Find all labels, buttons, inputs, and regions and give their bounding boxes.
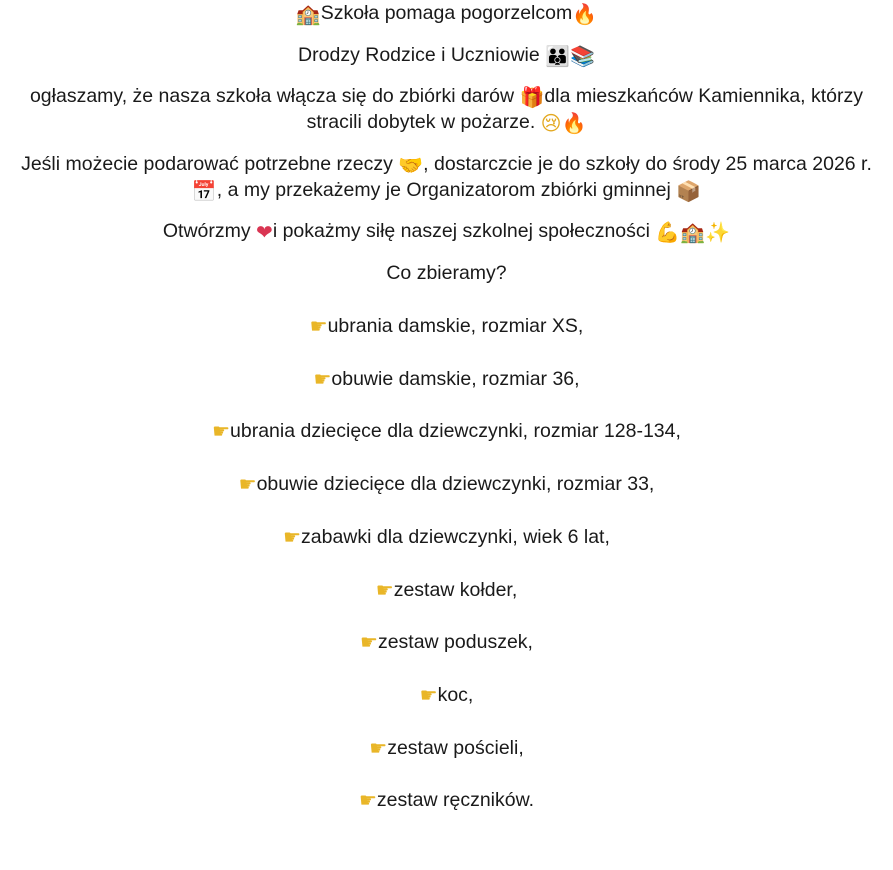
fire-icon: 🔥 bbox=[572, 2, 598, 26]
list-item-text: zestaw ręczników. bbox=[376, 789, 535, 812]
pointing-right-icon: ☛ bbox=[358, 788, 377, 813]
list-item bbox=[0, 578, 893, 604]
pointing-right-icon: ☛ bbox=[283, 524, 302, 549]
post-title bbox=[0, 1, 893, 27]
call-to-action bbox=[0, 219, 893, 245]
pointing-right-icon: ☛ bbox=[375, 577, 394, 602]
list-item-text: zestaw poduszek, bbox=[377, 631, 533, 654]
cta-text-2: i pokażmy siłę naszej szkolnej społeczności bbox=[272, 220, 650, 243]
announcement-text-1: ogłaszamy, że nasza szkoła włącza się do zbiórki darów bbox=[29, 85, 515, 108]
announcement-text-2: dla mieszkańców Kamiennika, którzy stracili dobytek w pożarze. bbox=[306, 85, 864, 134]
heart-icon: ❤ bbox=[256, 220, 273, 245]
gift-icon: 🎁 bbox=[519, 85, 545, 110]
calendar-icon: 📅 bbox=[191, 178, 217, 203]
question bbox=[0, 261, 893, 287]
cta-text-1: Otwórzmy bbox=[162, 220, 251, 243]
list-item bbox=[0, 788, 893, 814]
sparkles-icon: ✨ bbox=[705, 220, 731, 245]
pointing-right-icon: ☛ bbox=[360, 630, 378, 655]
list-item-text: zestaw kołder, bbox=[393, 578, 518, 601]
request bbox=[0, 152, 893, 203]
package-icon: 📦 bbox=[676, 178, 702, 203]
list-item-text: zestaw pościeli, bbox=[387, 736, 524, 759]
list-item bbox=[0, 683, 893, 709]
announcement bbox=[0, 84, 893, 135]
pointing-right-icon: ☛ bbox=[419, 683, 438, 708]
fire-icon: 🔥 bbox=[561, 111, 587, 136]
school-icon: 🏫 bbox=[295, 2, 321, 26]
request-text-2: , dostarczcie je do szkoły do środy 25 marca 2026 r. bbox=[423, 152, 872, 175]
request-text-1: Jeśli możecie podarować potrzebne rzeczy bbox=[21, 152, 393, 175]
school-icon: 🏫 bbox=[680, 220, 706, 245]
list-item-text: zabawki dla dziewczynki, wiek 6 lat, bbox=[301, 525, 610, 548]
list-item bbox=[0, 472, 893, 498]
list-item-text: koc, bbox=[437, 684, 474, 707]
pointing-right-icon: ☛ bbox=[309, 313, 328, 338]
list-item bbox=[0, 419, 893, 445]
list-item bbox=[0, 736, 893, 762]
pointing-right-icon: ☛ bbox=[212, 419, 231, 444]
books-icon: 📚 bbox=[570, 43, 595, 68]
flexed-biceps-icon: 💪 bbox=[655, 220, 681, 245]
list-item-text: obuwie dziecięce dla dziewczynki, rozmiar 33, bbox=[256, 473, 655, 496]
family-icon: 👪 bbox=[545, 43, 571, 68]
greeting-text: Drodzy Rodzice i Uczniowie bbox=[298, 43, 540, 66]
list-item-text: ubrania damskie, rozmiar XS, bbox=[327, 314, 584, 337]
pointing-right-icon: ☛ bbox=[369, 735, 388, 760]
pointing-right-icon: ☛ bbox=[313, 366, 332, 391]
list-item bbox=[0, 525, 893, 551]
item-list bbox=[0, 314, 893, 814]
request-text-3: , a my przekażemy je Organizatorom zbiórki gminnej bbox=[216, 178, 671, 201]
sad-face-icon: 😢 bbox=[540, 111, 562, 136]
greeting bbox=[0, 43, 893, 69]
post-title-text: Szkoła pomaga pogorzelcom bbox=[320, 2, 573, 24]
list-item bbox=[0, 367, 893, 393]
list-item bbox=[0, 314, 893, 340]
list-item bbox=[0, 630, 893, 656]
list-item-text: obuwie damskie, rozmiar 36, bbox=[331, 367, 580, 390]
pointing-right-icon: ☛ bbox=[238, 472, 257, 497]
handshake-icon: 🤝 bbox=[398, 152, 424, 177]
question-text: Co zbieramy? bbox=[386, 262, 507, 285]
list-item-text: ubrania dziecięce dla dziewczynki, rozmiar 128-134, bbox=[230, 420, 681, 443]
